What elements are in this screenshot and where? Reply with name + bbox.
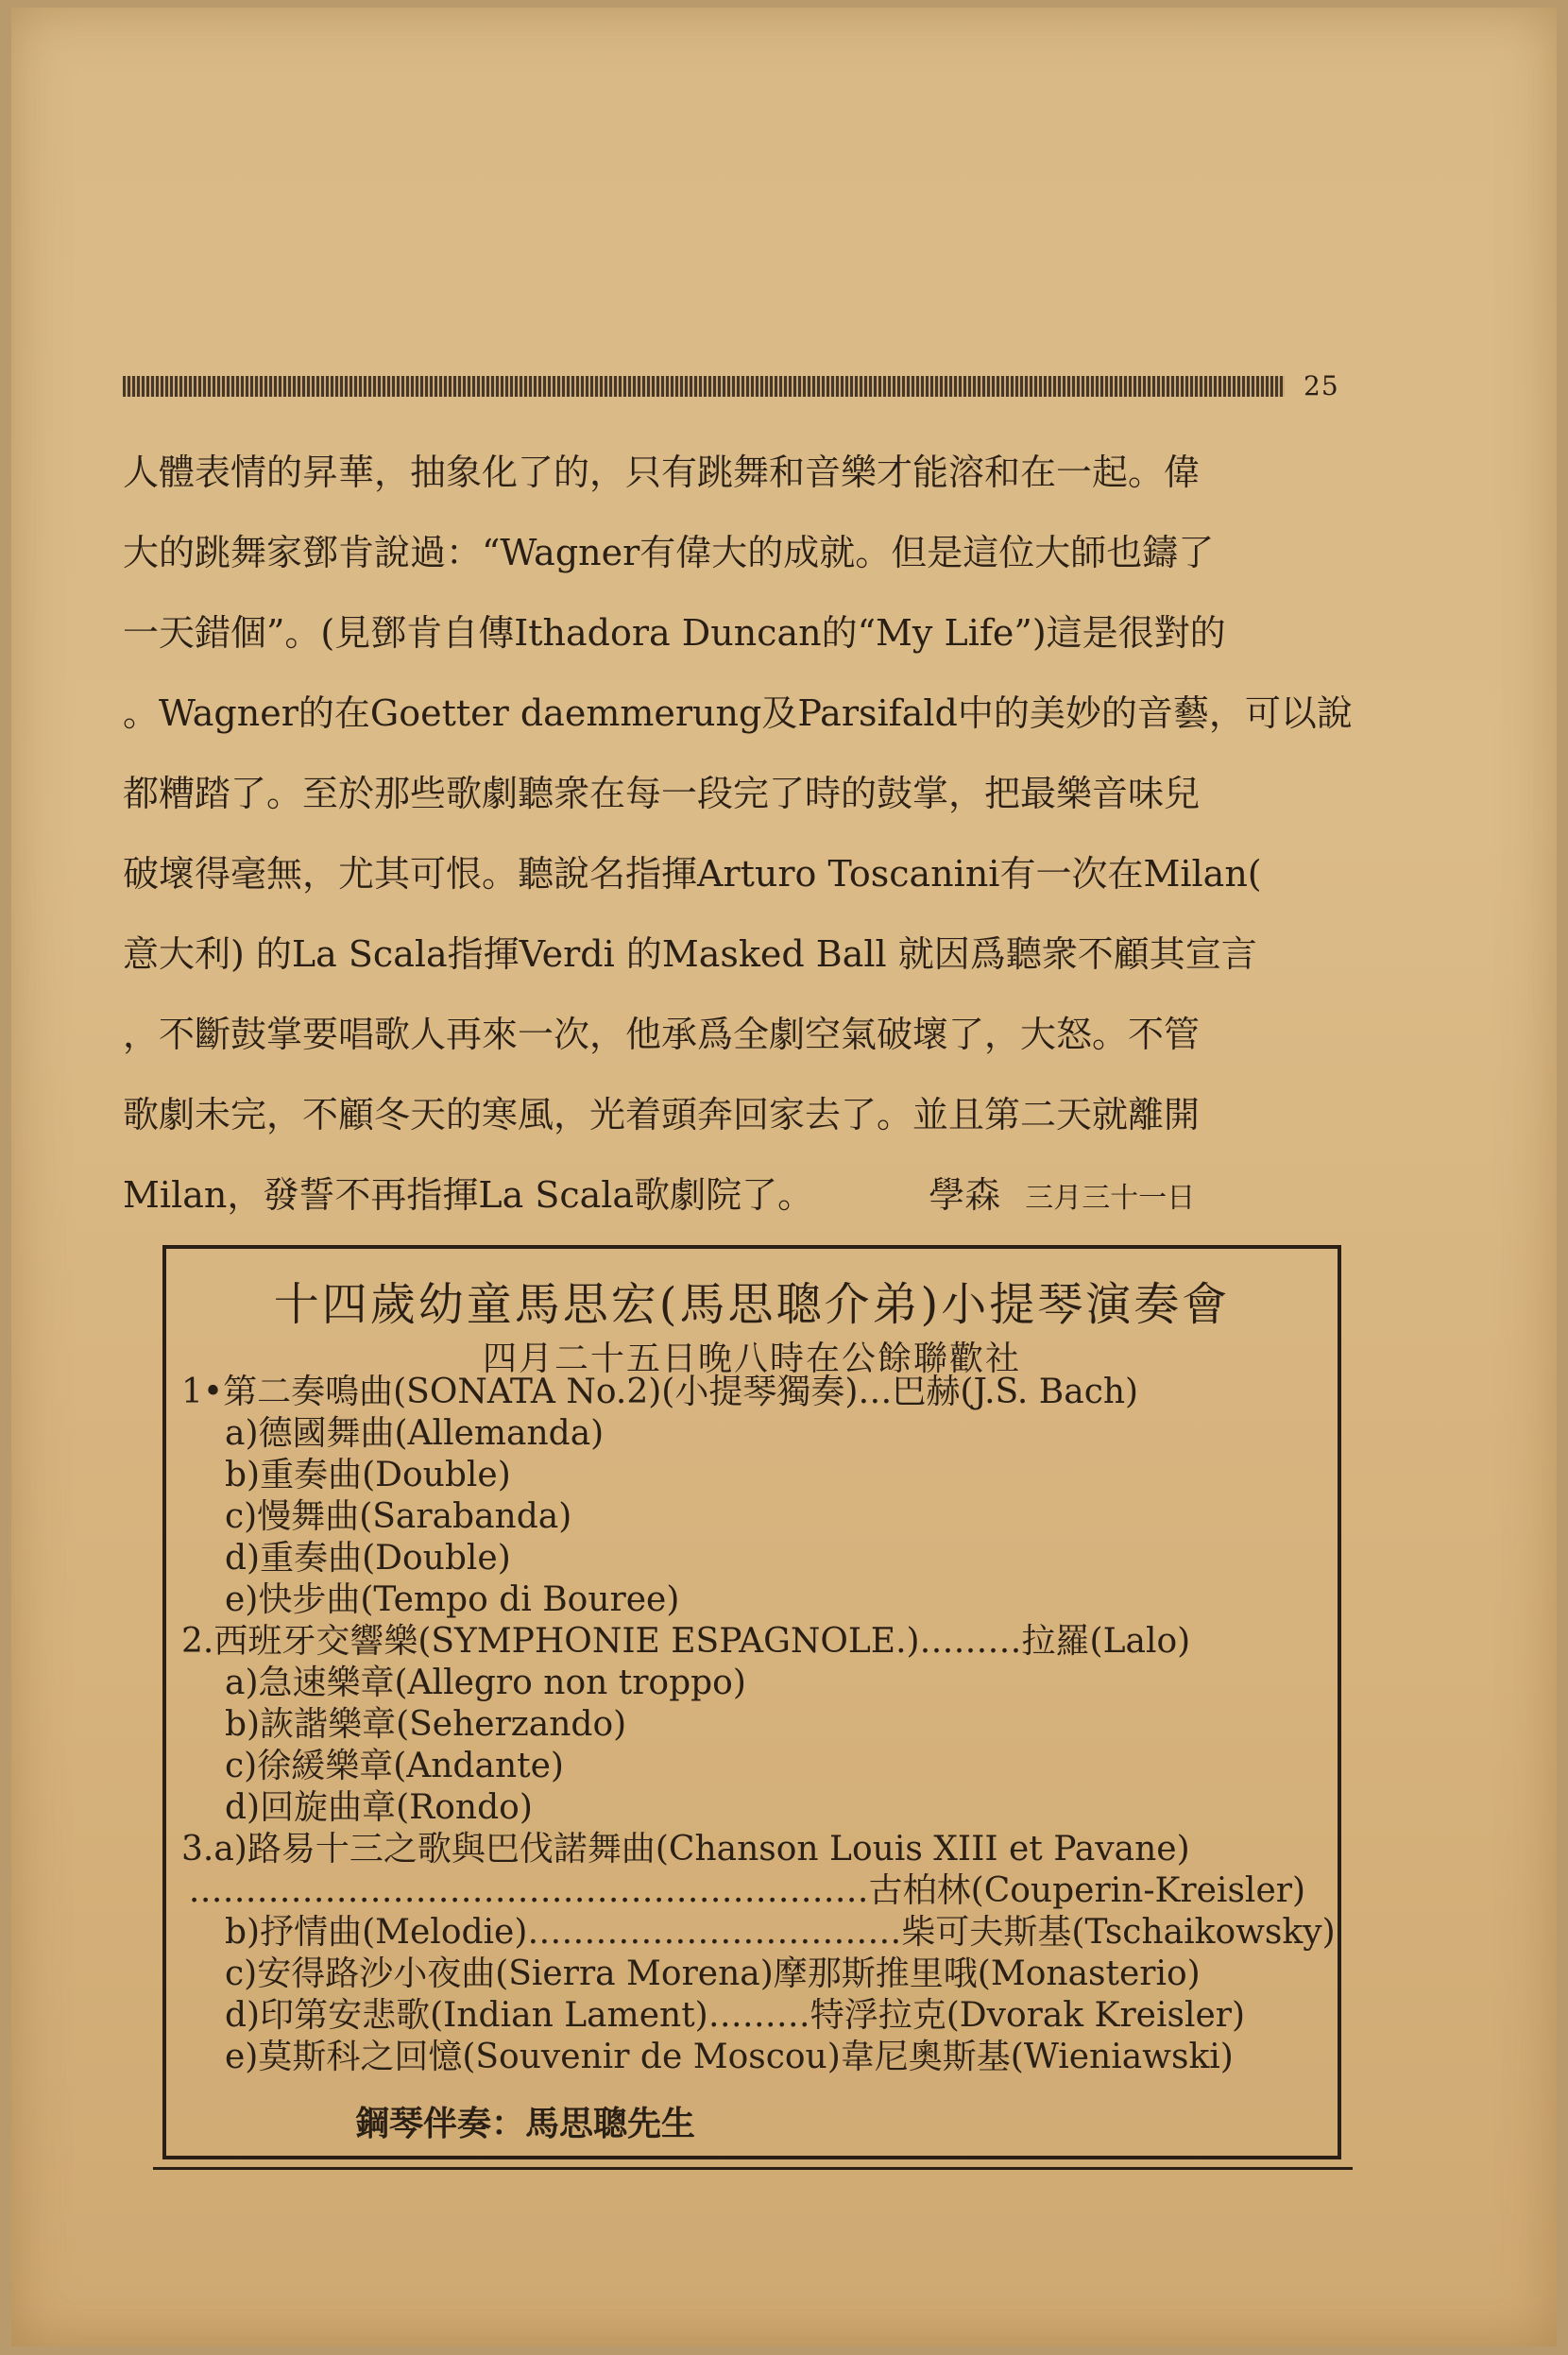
header-rule	[123, 376, 1285, 397]
program-subitem: a)德國舞曲(Allemanda)	[225, 1414, 605, 1453]
body-line: 破壞得毫無，尤其可恨。聽說名指揮Arturo Toscanini有一次在Milan(	[123, 853, 1262, 895]
body-line: 都糟踏了。至於那些歌劇聽衆在每一段完了時的鼓掌，把最樂音味兒	[123, 773, 1201, 814]
program-subitem: d)重奏曲(Double)	[225, 1539, 511, 1578]
body-line: 歌劇未完，不顧冬天的寒風，光着頭奔回家去了。並且第二天就離開	[123, 1094, 1201, 1135]
author-signature: 學森	[929, 1174, 1001, 1216]
body-line: 意大利) 的La Scala指揮Verdi 的Masked Ball 就因爲聽衆不顧其宣言	[123, 933, 1257, 975]
program-subitem: c)徐緩樂章(Andante)	[225, 1747, 564, 1785]
program-item-continuation: ……………………………………………………古柏林(Couperin-Kreisler)	[188, 1871, 1305, 1910]
program-subitem: e)莫斯科之回憶(Souvenir de Moscou)韋尼奧斯基(Wieniawski)	[225, 2038, 1234, 2076]
piano-accompaniment: 鋼琴伴奏：馬思聰先生	[355, 2104, 696, 2143]
body-line: 大的跳舞家鄧肯說過：“Wagner有偉大的成就。但是這位大師也鑄了	[123, 532, 1215, 573]
page	[11, 8, 1557, 2346]
body-line: ，不斷鼓掌要唱歌人再來一次，他承爲全劇空氣破壞了，大怒。不管	[123, 1014, 1201, 1055]
concert-program-box	[162, 1245, 1341, 2159]
program-subitem: c)安得路沙小夜曲(Sierra Morena)摩那斯推里哦(Monasterio)	[225, 1954, 1201, 1993]
program-subitem: b)重奏曲(Double)	[225, 1456, 511, 1494]
program-subitem: c)慢舞曲(Sarabanda)	[225, 1497, 572, 1536]
body-line: 一天錯個”。(見鄧肯自傳Ithadora Duncan的“My Life”)這是很對的	[123, 612, 1226, 654]
program-subitem: b)詼諧樂章(Seherzando)	[225, 1705, 627, 1744]
body-line-last	[123, 1155, 1370, 1236]
program-title: 十四歲幼童馬思宏(馬思聰介弟)小提琴演奏會	[273, 1278, 1231, 1331]
article-date: 三月三十一日	[1025, 1182, 1196, 1215]
program-item: 1•第二奏鳴曲(SONATA No.2)(小提琴獨奏)…巴赫(J.S. Bach)	[181, 1373, 1139, 1411]
program-subitem: d)印第安悲歌(Indian Lament)………特浮拉克(Dvorak Kreisler)	[225, 1996, 1246, 2035]
body-line-text: Milan，發誓不再指揮La Scala歌劇院了。	[123, 1174, 814, 1216]
box-bottom-rule	[153, 2167, 1353, 2170]
program-subtitle: 四月二十五日晚八時在公餘聯歡社	[482, 1340, 1021, 1378]
page-number: 25	[1304, 370, 1339, 401]
program-list	[181, 1372, 1336, 2078]
article-body	[123, 433, 1370, 1236]
body-line: 人體表情的昇華，抽象化了的，只有跳舞和音樂才能溶和在一起。偉	[123, 452, 1201, 493]
program-item: 2.西班牙交響樂(SYMPHONIE ESPAGNOLE.)………拉羅(Lalo)	[181, 1622, 1191, 1661]
program-item: 3.a)路易十三之歌與巴伐諾舞曲(Chanson Louis XIII et Pavane)	[181, 1830, 1190, 1869]
body-line: 。Wagner的在Goetter daemmerung及Parsifald中的美妙的音藝，可以說	[123, 692, 1353, 734]
program-subitem: a)急速樂章(Allegro non troppo)	[225, 1664, 746, 1702]
program-subitem: b)抒情曲(Melodie)……………………………柴可夫斯基(Tschaikowsky)	[225, 1913, 1336, 1952]
program-subitem: e)快步曲(Tempo di Bouree)	[225, 1580, 680, 1619]
program-subitem: d)回旋曲章(Rondo)	[225, 1788, 533, 1827]
